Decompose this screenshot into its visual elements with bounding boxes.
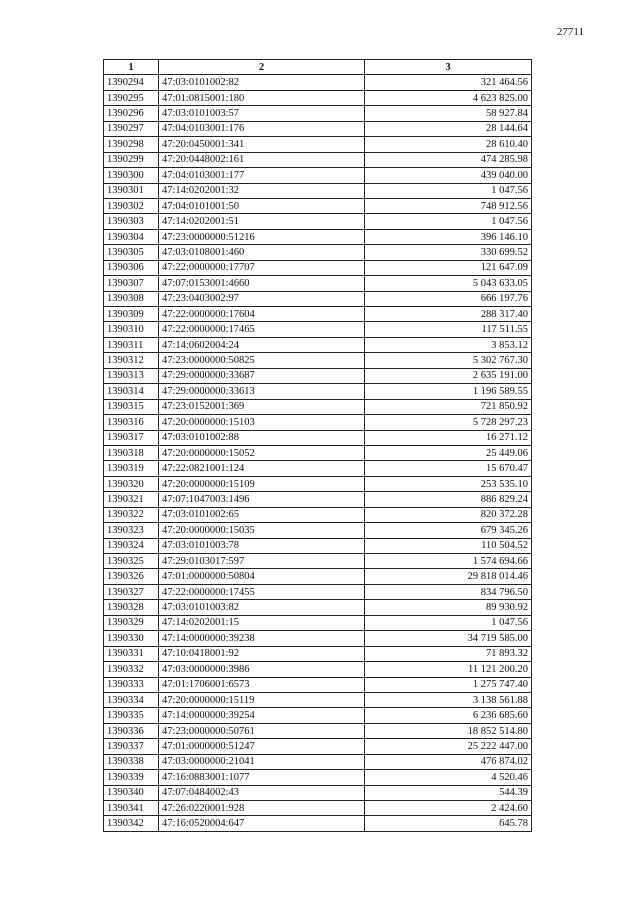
row-number-cell: 1390342	[104, 816, 159, 831]
cadastral-number-cell: 47:01:0000000:50804	[159, 569, 365, 584]
cadastral-number-cell: 47:22:0821001:124	[159, 461, 365, 476]
column-header-1: 1	[104, 60, 159, 75]
cadastral-number-cell: 47:03:0101002:88	[159, 430, 365, 445]
row-number-cell: 1390320	[104, 476, 159, 491]
table-row	[104, 461, 532, 476]
value-cell: 439 040.00	[365, 168, 532, 183]
value-cell: 6 236 685.60	[365, 708, 532, 723]
row-number-cell: 1390319	[104, 461, 159, 476]
cadastral-number-cell: 47:20:0000000:15119	[159, 692, 365, 707]
value-cell: 110 504.52	[365, 538, 532, 553]
table-row	[104, 183, 532, 198]
table-row	[104, 569, 532, 584]
column-header-2: 2	[159, 60, 365, 75]
value-cell: 1 047.56	[365, 214, 532, 229]
table-row	[104, 816, 532, 831]
value-cell: 11 121 200.20	[365, 662, 532, 677]
value-cell: 679 345.26	[365, 523, 532, 538]
table-row	[104, 523, 532, 538]
row-number-cell: 1390306	[104, 260, 159, 275]
value-cell: 5 728 297.23	[365, 415, 532, 430]
row-number-cell: 1390325	[104, 554, 159, 569]
value-cell: 544.39	[365, 785, 532, 800]
value-cell: 645.78	[365, 816, 532, 831]
cadastral-number-cell: 47:29:0000000:33687	[159, 368, 365, 383]
row-number-cell: 1390312	[104, 353, 159, 368]
value-cell: 253 535.10	[365, 476, 532, 491]
cadastral-number-cell: 47:29:0103017:597	[159, 554, 365, 569]
row-number-cell: 1390302	[104, 198, 159, 213]
value-cell: 330 699.52	[365, 245, 532, 260]
cadastral-number-cell: 47:01:0815001:180	[159, 90, 365, 105]
table-row	[104, 152, 532, 167]
cadastral-number-cell: 47:14:0602004:24	[159, 337, 365, 352]
table-row	[104, 708, 532, 723]
page-number: 27711	[556, 26, 584, 38]
table-row	[104, 198, 532, 213]
table-row	[104, 476, 532, 491]
cadastral-number-cell: 47:23:0000000:51216	[159, 229, 365, 244]
value-cell: 396 146.10	[365, 229, 532, 244]
table-row	[104, 615, 532, 630]
value-cell: 474 285.98	[365, 152, 532, 167]
table-row	[104, 322, 532, 337]
table-row	[104, 90, 532, 105]
cadastral-number-cell: 47:04:0103001:177	[159, 168, 365, 183]
row-number-cell: 1390313	[104, 368, 159, 383]
table-row	[104, 445, 532, 460]
value-cell: 321 464.56	[365, 75, 532, 90]
table-row	[104, 430, 532, 445]
value-cell: 1 275 747.40	[365, 677, 532, 692]
value-cell: 886 829.24	[365, 492, 532, 507]
row-number-cell: 1390327	[104, 584, 159, 599]
table-row	[104, 692, 532, 707]
value-cell: 15 670.47	[365, 461, 532, 476]
row-number-cell: 1390329	[104, 615, 159, 630]
table-row	[104, 137, 532, 152]
table-row	[104, 291, 532, 306]
value-cell: 4 623 825.00	[365, 90, 532, 105]
row-number-cell: 1390336	[104, 723, 159, 738]
cadastral-number-cell: 47:10:0418001:92	[159, 646, 365, 661]
table-row	[104, 662, 532, 677]
cadastral-number-cell: 47:14:0000000:39238	[159, 631, 365, 646]
row-number-cell: 1390331	[104, 646, 159, 661]
row-number-cell: 1390339	[104, 770, 159, 785]
table-row	[104, 75, 532, 90]
value-cell: 3 138 561.88	[365, 692, 532, 707]
value-cell: 28 610.40	[365, 137, 532, 152]
table-row	[104, 245, 532, 260]
table-row	[104, 538, 532, 553]
row-number-cell: 1390296	[104, 106, 159, 121]
cadastral-number-cell: 47:23:0152001:369	[159, 399, 365, 414]
row-number-cell: 1390330	[104, 631, 159, 646]
table-row	[104, 507, 532, 522]
cadastral-number-cell: 47:07:1047003:1496	[159, 492, 365, 507]
row-number-cell: 1390304	[104, 229, 159, 244]
cadastral-number-cell: 47:16:0883001:1077	[159, 770, 365, 785]
value-cell: 28 144.64	[365, 121, 532, 136]
row-number-cell: 1390310	[104, 322, 159, 337]
cadastral-number-cell: 47:14:0202001:32	[159, 183, 365, 198]
row-number-cell: 1390324	[104, 538, 159, 553]
value-cell: 5 043 633.05	[365, 276, 532, 291]
cadastral-number-cell: 47:01:0000000:51247	[159, 739, 365, 754]
row-number-cell: 1390328	[104, 600, 159, 615]
row-number-cell: 1390315	[104, 399, 159, 414]
row-number-cell: 1390338	[104, 754, 159, 769]
row-number-cell: 1390341	[104, 801, 159, 816]
cadastral-number-cell: 47:03:0000000:3986	[159, 662, 365, 677]
value-cell: 1 047.56	[365, 615, 532, 630]
value-cell: 666 197.76	[365, 291, 532, 306]
table-body	[104, 75, 532, 831]
table-row	[104, 600, 532, 615]
cadastral-number-cell: 47:23:0000000:50825	[159, 353, 365, 368]
cadastral-number-cell: 47:03:0101003:82	[159, 600, 365, 615]
cadastral-number-cell: 47:01:1706001:6573	[159, 677, 365, 692]
cadastral-number-cell: 47:20:0000000:15109	[159, 476, 365, 491]
value-cell: 288 317.40	[365, 307, 532, 322]
table-row	[104, 554, 532, 569]
table-row	[104, 646, 532, 661]
table-row	[104, 584, 532, 599]
table-row	[104, 801, 532, 816]
row-number-cell: 1390297	[104, 121, 159, 136]
value-cell: 721 850.92	[365, 399, 532, 414]
cadastral-number-cell: 47:07:0153001:4660	[159, 276, 365, 291]
cadastral-number-cell: 47:16:0520004:647	[159, 816, 365, 831]
row-number-cell: 1390326	[104, 569, 159, 584]
value-cell: 4 520.46	[365, 770, 532, 785]
value-cell: 121 647.09	[365, 260, 532, 275]
value-cell: 820 372.28	[365, 507, 532, 522]
row-number-cell: 1390321	[104, 492, 159, 507]
cadastral-number-cell: 47:03:0101002:65	[159, 507, 365, 522]
value-cell: 117 511.55	[365, 322, 532, 337]
cadastral-number-cell: 47:22:0000000:17604	[159, 307, 365, 322]
value-cell: 16 271.12	[365, 430, 532, 445]
table-row	[104, 121, 532, 136]
table-row	[104, 353, 532, 368]
table-row	[104, 677, 532, 692]
value-cell: 1 196 589.55	[365, 384, 532, 399]
cadastral-number-cell: 47:04:0103001:176	[159, 121, 365, 136]
row-number-cell: 1390333	[104, 677, 159, 692]
row-number-cell: 1390316	[104, 415, 159, 430]
table-row	[104, 399, 532, 414]
value-cell: 3 853.12	[365, 337, 532, 352]
value-cell: 1 574 694.66	[365, 554, 532, 569]
cadastral-number-cell: 47:23:0403002:97	[159, 291, 365, 306]
table-row	[104, 754, 532, 769]
row-number-cell: 1390300	[104, 168, 159, 183]
table-row	[104, 307, 532, 322]
table-row	[104, 723, 532, 738]
cadastral-number-cell: 47:20:0000000:15103	[159, 415, 365, 430]
row-number-cell: 1390308	[104, 291, 159, 306]
row-number-cell: 1390314	[104, 384, 159, 399]
cadastral-number-cell: 47:03:0101003:57	[159, 106, 365, 121]
cadastral-number-cell: 47:22:0000000:17707	[159, 260, 365, 275]
table-row	[104, 384, 532, 399]
cadastral-number-cell: 47:26:0220001:928	[159, 801, 365, 816]
cadastral-number-cell: 47:29:0000000:33613	[159, 384, 365, 399]
row-number-cell: 1390309	[104, 307, 159, 322]
table-row	[104, 260, 532, 275]
row-number-cell: 1390294	[104, 75, 159, 90]
row-number-cell: 1390298	[104, 137, 159, 152]
table-row	[104, 631, 532, 646]
row-number-cell: 1390307	[104, 276, 159, 291]
row-number-cell: 1390334	[104, 692, 159, 707]
table-row	[104, 229, 532, 244]
table-row	[104, 739, 532, 754]
cadastral-value-table	[103, 59, 532, 832]
cadastral-number-cell: 47:03:0101002:82	[159, 75, 365, 90]
table-row	[104, 492, 532, 507]
value-cell: 748 912.56	[365, 198, 532, 213]
value-cell: 1 047.56	[365, 183, 532, 198]
cadastral-number-cell: 47:22:0000000:17465	[159, 322, 365, 337]
cadastral-number-cell: 47:14:0000000:39254	[159, 708, 365, 723]
cadastral-number-cell: 47:20:0000000:15052	[159, 445, 365, 460]
cadastral-number-cell: 47:20:0448002:161	[159, 152, 365, 167]
table-row	[104, 785, 532, 800]
row-number-cell: 1390332	[104, 662, 159, 677]
value-cell: 834 796.50	[365, 584, 532, 599]
cadastral-number-cell: 47:20:0450001:341	[159, 137, 365, 152]
cadastral-number-cell: 47:07:0484002:43	[159, 785, 365, 800]
row-number-cell: 1390340	[104, 785, 159, 800]
value-cell: 2 424.60	[365, 801, 532, 816]
value-cell: 89 930.92	[365, 600, 532, 615]
cadastral-number-cell: 47:03:0108001:460	[159, 245, 365, 260]
value-cell: 18 852 514.80	[365, 723, 532, 738]
table-row	[104, 276, 532, 291]
row-number-cell: 1390335	[104, 708, 159, 723]
row-number-cell: 1390337	[104, 739, 159, 754]
row-number-cell: 1390303	[104, 214, 159, 229]
cadastral-number-cell: 47:04:0101001:50	[159, 198, 365, 213]
value-cell: 58 927.84	[365, 106, 532, 121]
table-row	[104, 770, 532, 785]
row-number-cell: 1390318	[104, 445, 159, 460]
cadastral-number-cell: 47:03:0000000:21041	[159, 754, 365, 769]
row-number-cell: 1390299	[104, 152, 159, 167]
value-cell: 34 719 585.00	[365, 631, 532, 646]
row-number-cell: 1390311	[104, 337, 159, 352]
row-number-cell: 1390322	[104, 507, 159, 522]
value-cell: 25 449.06	[365, 445, 532, 460]
value-cell: 25 222 447.00	[365, 739, 532, 754]
row-number-cell: 1390295	[104, 90, 159, 105]
value-cell: 476 874.02	[365, 754, 532, 769]
row-number-cell: 1390305	[104, 245, 159, 260]
row-number-cell: 1390323	[104, 523, 159, 538]
cadastral-number-cell: 47:03:0101003:78	[159, 538, 365, 553]
table-row	[104, 214, 532, 229]
cadastral-number-cell: 47:14:0202001:15	[159, 615, 365, 630]
table-row	[104, 368, 532, 383]
value-cell: 2 635 191.00	[365, 368, 532, 383]
table-row	[104, 415, 532, 430]
cadastral-number-cell: 47:14:0202001:51	[159, 214, 365, 229]
cadastral-number-cell: 47:23:0000000:50761	[159, 723, 365, 738]
table-row	[104, 337, 532, 352]
value-cell: 71 893.32	[365, 646, 532, 661]
row-number-cell: 1390317	[104, 430, 159, 445]
value-cell: 5 302 767.30	[365, 353, 532, 368]
cadastral-number-cell: 47:22:0000000:17455	[159, 584, 365, 599]
table-header-row	[104, 60, 532, 75]
column-header-3: 3	[365, 60, 532, 75]
cadastral-number-cell: 47:20:0000000:15035	[159, 523, 365, 538]
row-number-cell: 1390301	[104, 183, 159, 198]
table-row	[104, 168, 532, 183]
table-row	[104, 106, 532, 121]
value-cell: 29 818 014.46	[365, 569, 532, 584]
